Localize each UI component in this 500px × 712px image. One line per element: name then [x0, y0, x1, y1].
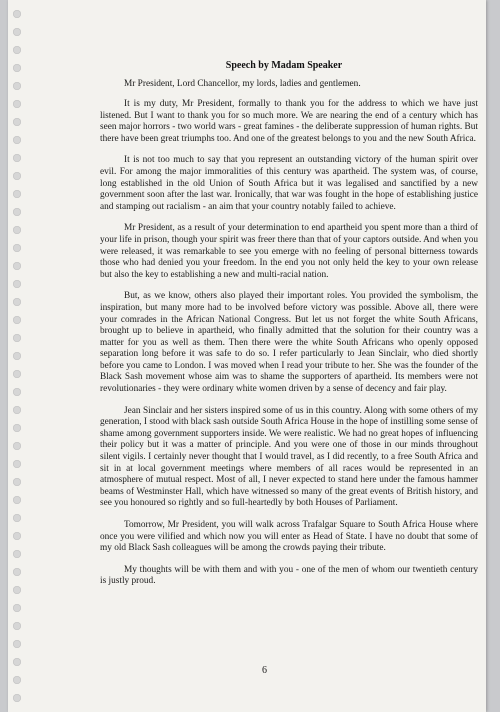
paragraph: My thoughts will be with them and with you - one of the men of whom our twentieth century is justly proud. [100, 564, 478, 587]
paragraph: It is my duty, Mr President, formally to thank you for the address to which we have just listened. But I want to thank you for so much more. We are nearing the end of a century which has seen major horrors - two world wars - great famines - the deliberate suppression of human rights. But there have been great triumphs too. And one of the greatest belongs to you and the new South Africa. [100, 99, 478, 144]
paragraph: It is not too much to say that you represent an outstanding victory of the human spirit over evil. For among the major immoralities of this century was apartheid. The system was, of course, long established in the old Union of South Africa but it was legalised and sanctified by a new government soon after the last war. Ironically, that war was fought in the hope of establishing justice and stamping out racialism - an aim that your country notably failed to achieve. [100, 155, 478, 212]
paragraph: But, as we know, others also played their important roles. You provided the symbolism, the inspiration, but many more had to be involved before victory was possible. Above all, there were your comrades in the African National Congress. But let us not forget the white South Africans, brought up to believe in apartheid, who finally admitted that the solution for their country was a matter for you as well as them. Then there were the white South Africans who openly opposed separation long before it was safe to do so. I refer particularly to Jean Sinclair, who died shortly before you came to London. I was moved when I read your tribute to her. She was the founder of the Black Sash movement whose aim was to shame the supporters of apartheid. Its members were not revolutionaries - they were ordinary white women driven by a sense of decency and fair play. [100, 291, 478, 395]
document-body [100, 60, 478, 598]
page-number: 6 [262, 665, 267, 676]
document-title: Speech by Madam Speaker [225, 60, 343, 71]
salutation: Mr President, Lord Chancellor, my lords, ladies and gentlemen. [124, 79, 361, 89]
binding-holes [8, 0, 28, 712]
paragraph: Tomorrow, Mr President, you will walk across Trafalgar Square to South Africa House where once you were vilified and which now you will enter as Head of State. I have no doubt that some of my old Black Sash colleagues will be among the crowds paying their tribute. [100, 520, 478, 554]
paragraph: Mr President, as a result of your determination to end apartheid you spent more than a third of your life in prison, though your spirit was freer there than that of your captors outside. And when you were released, it was remarkable to see you emerge with no feeling of personal bitterness towards those who had denied you your freedom. In the end you not only held the key to your own release but also the key to establishing a new and multi-racial nation. [100, 223, 478, 280]
paragraph: Jean Sinclair and her sisters inspired some of us in this country. Along with some others of my generation, I stood with black sash outside South Africa House in the hope of instilling some sense of shame among government supporters inside. We were realistic. We had no great hopes of influencing their policy but it was a matter of principle. And you were one of those in our minds throughout silent vigils. I certainly never thought that I would travel, as I did recently, to a free South Africa and sit in at local government meetings where members of all races would be represented in an atmosphere of mutual respect. Most of all, I never expected to stand here under the famous hammer beams of Westminster Hall, which have witnessed so many of the great events of British history, and see you honoured so rightly and so full-heartedly by both Houses of Parliament. [100, 405, 478, 509]
